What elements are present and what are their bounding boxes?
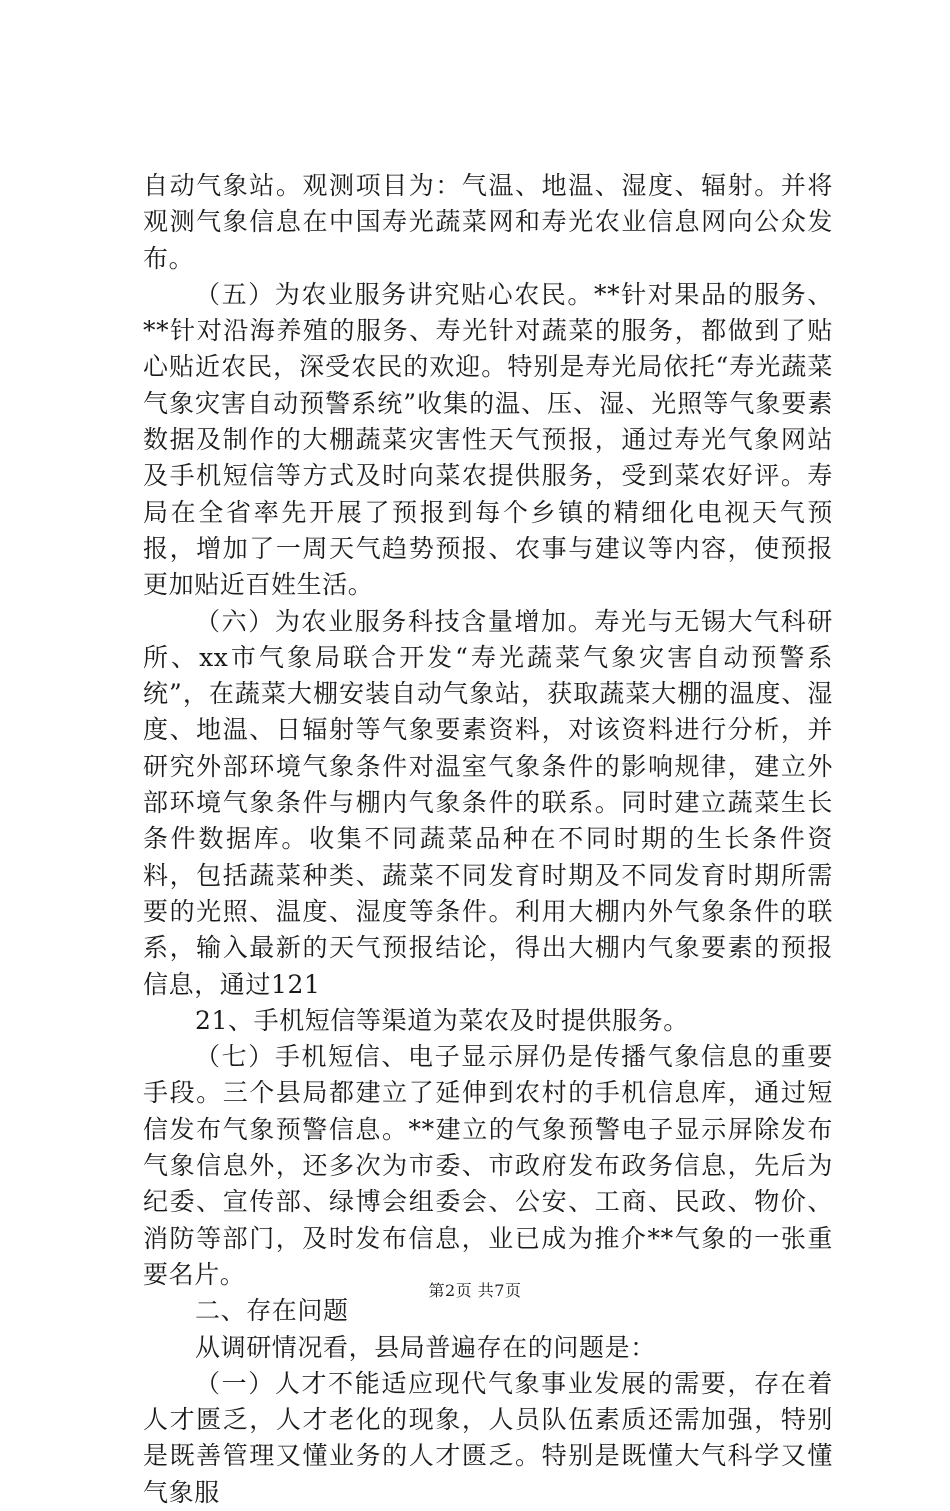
paragraph-section-7: （七）手机短信、电子显示屏仍是传播气象信息的重要手段。三个县局都建立了延伸到农村的手机信息库，通过短信发布气象预警信息。**建立的气象预警电子显示屏除发布气象信息外，还多次为市委、市政府发布政务信息，先后为纪委、宣传部、绿博会组委会、公安、工商、民政、物价、消防等部门，及时发布信息，业已成为推介**气象的一张重要名片。 [143, 1042, 833, 1289]
paragraph-section-6: （六）为农业服务科技含量增加。寿光与无锡大气科研所、xx市气象局联合开发“寿光蔬菜气象灾害自动预警系统”，在蔬菜大棚安装自动气象站，获取蔬菜大棚的温度、湿度、地温、日辐射等气象要素资料，对该资料进行分析，并研究外部环境气象条件对温室气象条件的影响规律，建立外部环境气象条件与棚内气象条件的联系。同时建立蔬菜生长条件数据库。收集不同蔬菜品种在不同时期的生长条件资料，包括蔬菜种类、蔬菜不同发育时期及不同发育时期所需要的光照、温度、湿度等条件。利用大棚内外气象条件的联系，输入最新的天气预报结论，得出大棚内气象要素的预报信息，通过121 [143, 606, 833, 999]
page-number-footer: 第2页 共7页 [428, 1281, 522, 1300]
heading-existing-problems: 二、存在问题 [195, 1296, 349, 1326]
document-body [143, 168, 833, 1511]
paragraph-sms-service: 21、手机短信等渠道为菜农及时提供服务。 [195, 1005, 689, 1035]
paragraph-problem-1: （一）人才不能适应现代气象事业发展的需要，存在着人才匮乏，人才老化的现象，人员队伍素质还需加强，特别是既善管理又懂业务的人才匮乏。特别是既懂大气科学又懂气象服 [143, 1368, 833, 1507]
paragraph-survey-intro: 从调研情况看，县局普遍存在的问题是： [195, 1332, 656, 1362]
paragraph-section-5: （五）为农业服务讲究贴心农民。**针对果品的服务、**针对沿海养殖的服务、寿光针对蔬菜的服务，都做到了贴心贴近农民，深受农民的欢迎。特别是寿光局依托“寿光蔬菜气象灾害自动预警系统”收集的温、压、湿、光照等气象要素数据及制作的大棚蔬菜灾害性天气预报，通过寿光气象网站及手机短信等方式及时向菜农提供服务，受到菜农好评。寿局在全省率先开展了预报到每个乡镇的精细化电视天气预报，增加了一周天气趋势预报、农事与建议等内容，使预报更加贴近百姓生活。 [143, 279, 833, 600]
paragraph-continuation: 自动气象站。观测项目为：气温、地温、湿度、辐射。并将观测气象信息在中国寿光蔬菜网和寿光农业信息网向公众发布。 [143, 171, 833, 273]
